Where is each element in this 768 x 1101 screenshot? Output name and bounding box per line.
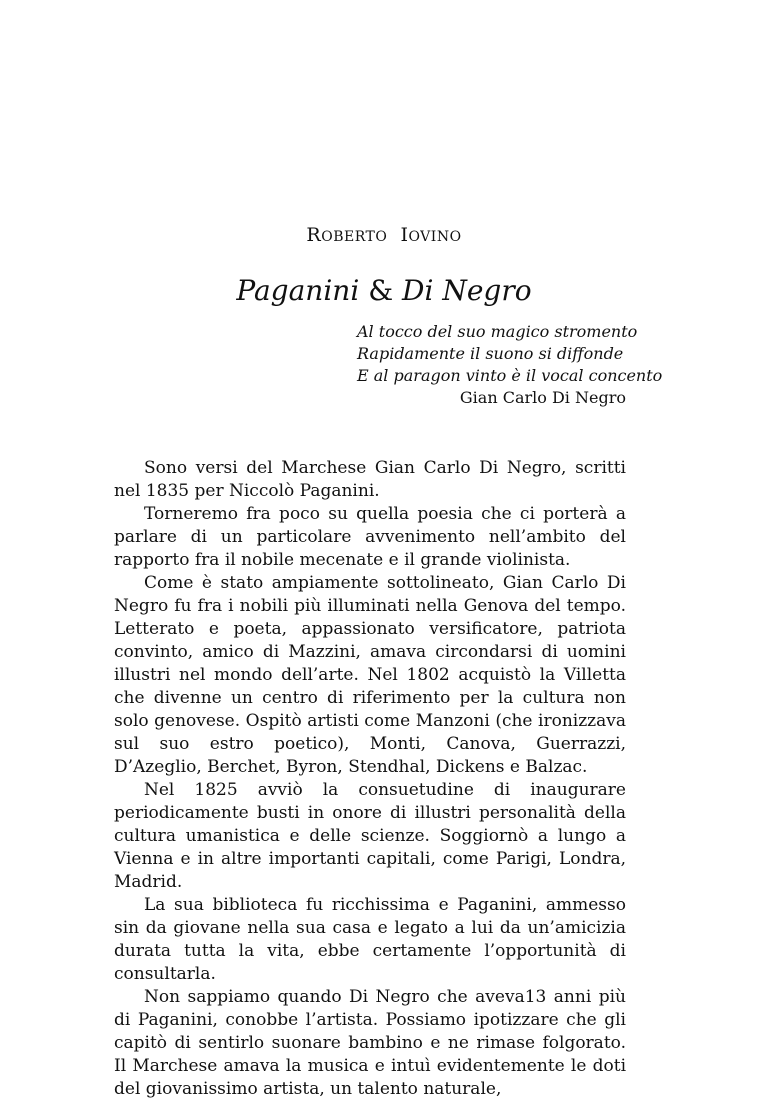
epigraph <box>357 321 663 409</box>
author-first-rest: OBERTO <box>321 229 388 245</box>
epigraph-attribution: Gian Carlo Di Negro <box>459 388 626 407</box>
body-text <box>114 457 626 1101</box>
author-last-initial: I <box>400 224 409 246</box>
author-last-rest: OVINO <box>408 229 462 245</box>
epigraph-line: E al paragon vinto è il vocal concento <box>357 366 663 385</box>
article-title <box>0 274 768 307</box>
title-part-2: Di Negro <box>402 274 532 307</box>
paragraph: Nel 1825 avviò la consuetudine di inaugurare periodicamente busti in onore di illustri personalità della cultura umanistica e delle scienze. Soggiornò a lungo a Vienna e in altre importanti capitali, come Parigi, Londra, Madrid. <box>114 780 626 892</box>
author-first-initial: R <box>306 224 322 246</box>
title-part-1: Paganini <box>236 274 360 307</box>
epigraph-line: Al tocco del suo magico stromento <box>357 322 638 341</box>
paragraph: Come è stato ampiamente sottolineato, Gian Carlo Di Negro fu fra i nobili più illuminati nella Genova del tempo. Letterato e poeta, appassionato versificatore, patriota convinto, amico di Mazzini, amava circondarsi di uomini illustri nel mondo dell’arte. Nel 1802 acquistò la Villetta che divenne un centro di riferimento per la cultura non solo genovese. Ospitò artisti come Manzoni (che ironizzava sul suo estro poetico), Monti, Canova, Guerrazzi, D’Azeglio, Berchet, Byron, Stendhal, Dickens e Balzac. <box>114 573 626 777</box>
title-ampersand: & <box>368 274 394 307</box>
epigraph-line: Rapidamente il suono si diffonde <box>357 344 624 363</box>
paragraph: Sono versi del Marchese Gian Carlo Di Negro, scritti nel 1835 per Niccolò Paganini. <box>114 458 626 501</box>
paragraph: Torneremo fra poco su quella poesia che ci porterà a parlare di un particolare avvenimento nell’ambito del rapporto fra il nobile mecenate e il grande violinista. <box>114 504 626 570</box>
paragraph: Non sappiamo quando Di Negro che aveva13 anni più di Paganini, conobbe l’artista. Possiamo ipotizzare che gli capitò di sentirlo suonare bambino e ne rimase folgorato. Il Marchese amava la musica e intuì evidentemente le doti del giovanissimo artista, un talento naturale, <box>114 987 626 1099</box>
author-name <box>0 224 768 246</box>
paragraph: La sua biblioteca fu ricchissima e Paganini, ammesso sin da giovane nella sua casa e legato a lui da un’amicizia durata tutta la vita, ebbe certamente l’opportunità di consultarla. <box>114 895 626 984</box>
